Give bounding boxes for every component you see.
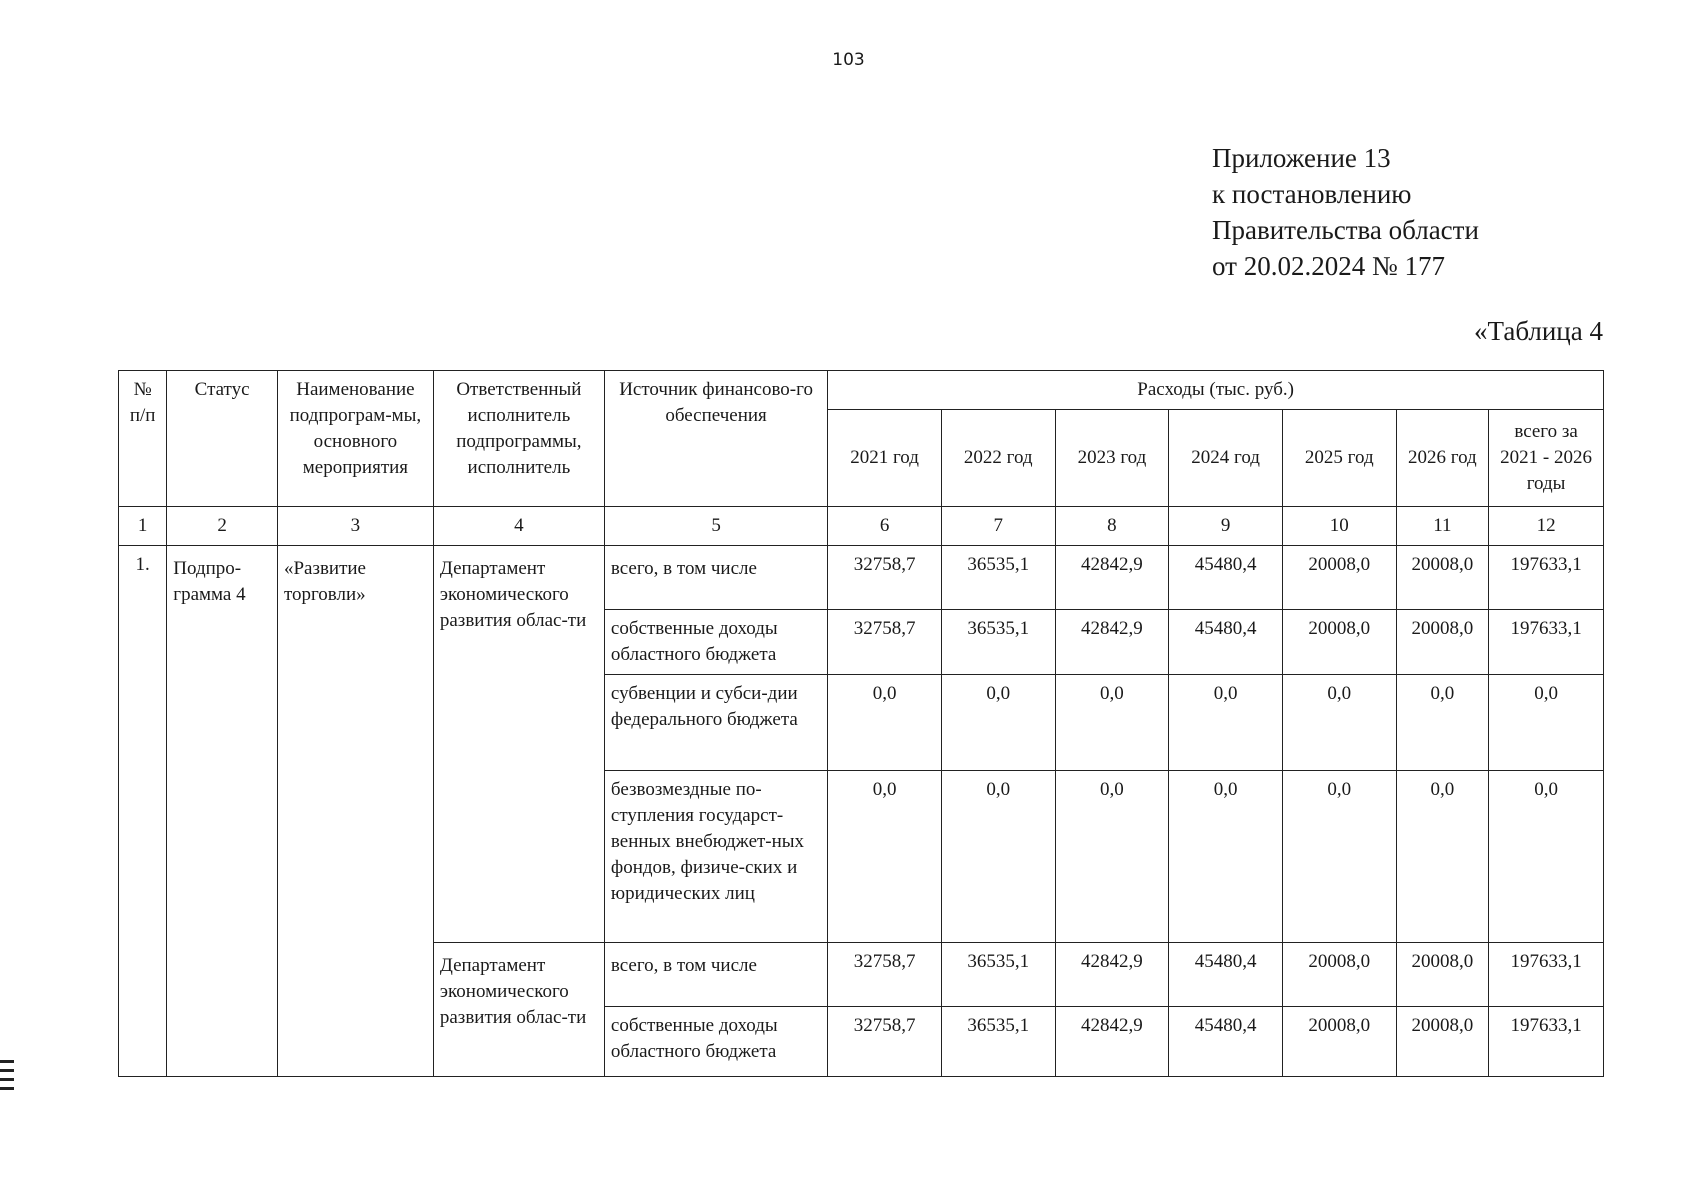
value-cell: 32758,7 [828,1007,942,1077]
value-cell: 45480,4 [1169,546,1283,610]
value-cell: 0,0 [1169,675,1283,771]
header-year-total: всего за 2021 - 2026 годы [1489,410,1604,507]
appendix-block [1212,140,1479,284]
value-cell: 0,0 [941,771,1055,943]
row-source: собственные доходы областного бюджета [604,1007,827,1077]
scan-mark [0,1087,14,1090]
row-source: собственные доходы областного бюджета [604,610,827,675]
row-status: Подпро-грамма 4 [167,546,278,1077]
appendix-line: Приложение 13 [1212,143,1391,173]
value-cell: 20008,0 [1282,943,1396,1007]
header-status: Статус [167,371,278,507]
column-number: 7 [941,507,1055,546]
row-source: всего, в том числе [604,943,827,1007]
header-expenses: Расходы (тыс. руб.) [828,371,1604,410]
value-cell: 197633,1 [1489,943,1604,1007]
appendix-line: Правительства области [1212,215,1479,245]
row-name: «Развитие торговли» [277,546,433,1077]
value-cell: 42842,9 [1055,1007,1169,1077]
column-numbers-row [119,507,1604,546]
value-cell: 20008,0 [1396,1007,1489,1077]
column-number: 12 [1489,507,1604,546]
column-number: 11 [1396,507,1489,546]
value-cell: 0,0 [1396,771,1489,943]
header-year: 2023 год [1055,410,1169,507]
value-cell: 20008,0 [1396,610,1489,675]
value-cell: 45480,4 [1169,1007,1283,1077]
scan-mark [0,1060,14,1063]
appendix-line: к постановлению [1212,179,1412,209]
value-cell: 0,0 [1396,675,1489,771]
column-number: 3 [277,507,433,546]
value-cell: 0,0 [828,771,942,943]
scan-mark [0,1078,14,1081]
value-cell: 32758,7 [828,943,942,1007]
value-cell: 20008,0 [1282,1007,1396,1077]
row-source: безвозмездные по-ступления государст-венных внебюджет-ных фондов, физиче-ских и юридических лиц [604,771,827,943]
value-cell: 36535,1 [941,1007,1055,1077]
header-year: 2021 год [828,410,942,507]
value-cell: 36535,1 [941,546,1055,610]
header-year: 2022 год [941,410,1055,507]
value-cell: 197633,1 [1489,546,1604,610]
value-cell: 42842,9 [1055,546,1169,610]
column-number: 5 [604,507,827,546]
value-cell: 0,0 [1489,771,1604,943]
value-cell: 20008,0 [1282,610,1396,675]
appendix-line: от 20.02.2024 № 177 [1212,251,1445,281]
table-row [119,546,1604,610]
value-cell: 20008,0 [1396,943,1489,1007]
value-cell: 36535,1 [941,610,1055,675]
value-cell: 0,0 [828,675,942,771]
value-cell: 0,0 [1055,771,1169,943]
column-number: 6 [828,507,942,546]
value-cell: 0,0 [1169,771,1283,943]
value-cell: 36535,1 [941,943,1055,1007]
page-number: 103 [832,50,865,70]
header-year: 2026 год [1396,410,1489,507]
value-cell: 0,0 [941,675,1055,771]
scan-mark [0,1069,14,1072]
value-cell: 197633,1 [1489,610,1604,675]
header-source: Источник финансово-го обеспечения [604,371,827,507]
value-cell: 42842,9 [1055,943,1169,1007]
value-cell: 0,0 [1282,771,1396,943]
header-name: Наименование подпрограм-мы, основного мероприятия [277,371,433,507]
value-cell: 20008,0 [1282,546,1396,610]
value-cell: 0,0 [1489,675,1604,771]
column-number: 2 [167,507,278,546]
row-executor: Департамент экономического развития облас-ти [433,546,604,943]
value-cell: 45480,4 [1169,610,1283,675]
row-source: всего, в том числе [604,546,827,610]
expenses-table [118,370,1604,1077]
column-number: 10 [1282,507,1396,546]
value-cell: 45480,4 [1169,943,1283,1007]
row-executor: Департамент экономического развития облас-ти [433,943,604,1077]
header-row [119,371,1604,410]
scan-edge-marks [0,1060,14,1096]
value-cell: 0,0 [1055,675,1169,771]
value-cell: 42842,9 [1055,610,1169,675]
column-number: 4 [433,507,604,546]
header-year: 2024 год [1169,410,1283,507]
row-index: 1. [119,546,167,1077]
value-cell: 197633,1 [1489,1007,1604,1077]
column-number: 8 [1055,507,1169,546]
header-responsible: Ответственный исполнитель подпрограммы, исполнитель [433,371,604,507]
header-year: 2025 год [1282,410,1396,507]
column-number: 1 [119,507,167,546]
value-cell: 20008,0 [1396,546,1489,610]
value-cell: 32758,7 [828,546,942,610]
value-cell: 32758,7 [828,610,942,675]
value-cell: 0,0 [1282,675,1396,771]
header-num: № п/п [119,371,167,507]
column-number: 9 [1169,507,1283,546]
table-label: «Таблица 4 [1474,316,1603,346]
row-source: субвенции и субси-дии федерального бюджета [604,675,827,771]
